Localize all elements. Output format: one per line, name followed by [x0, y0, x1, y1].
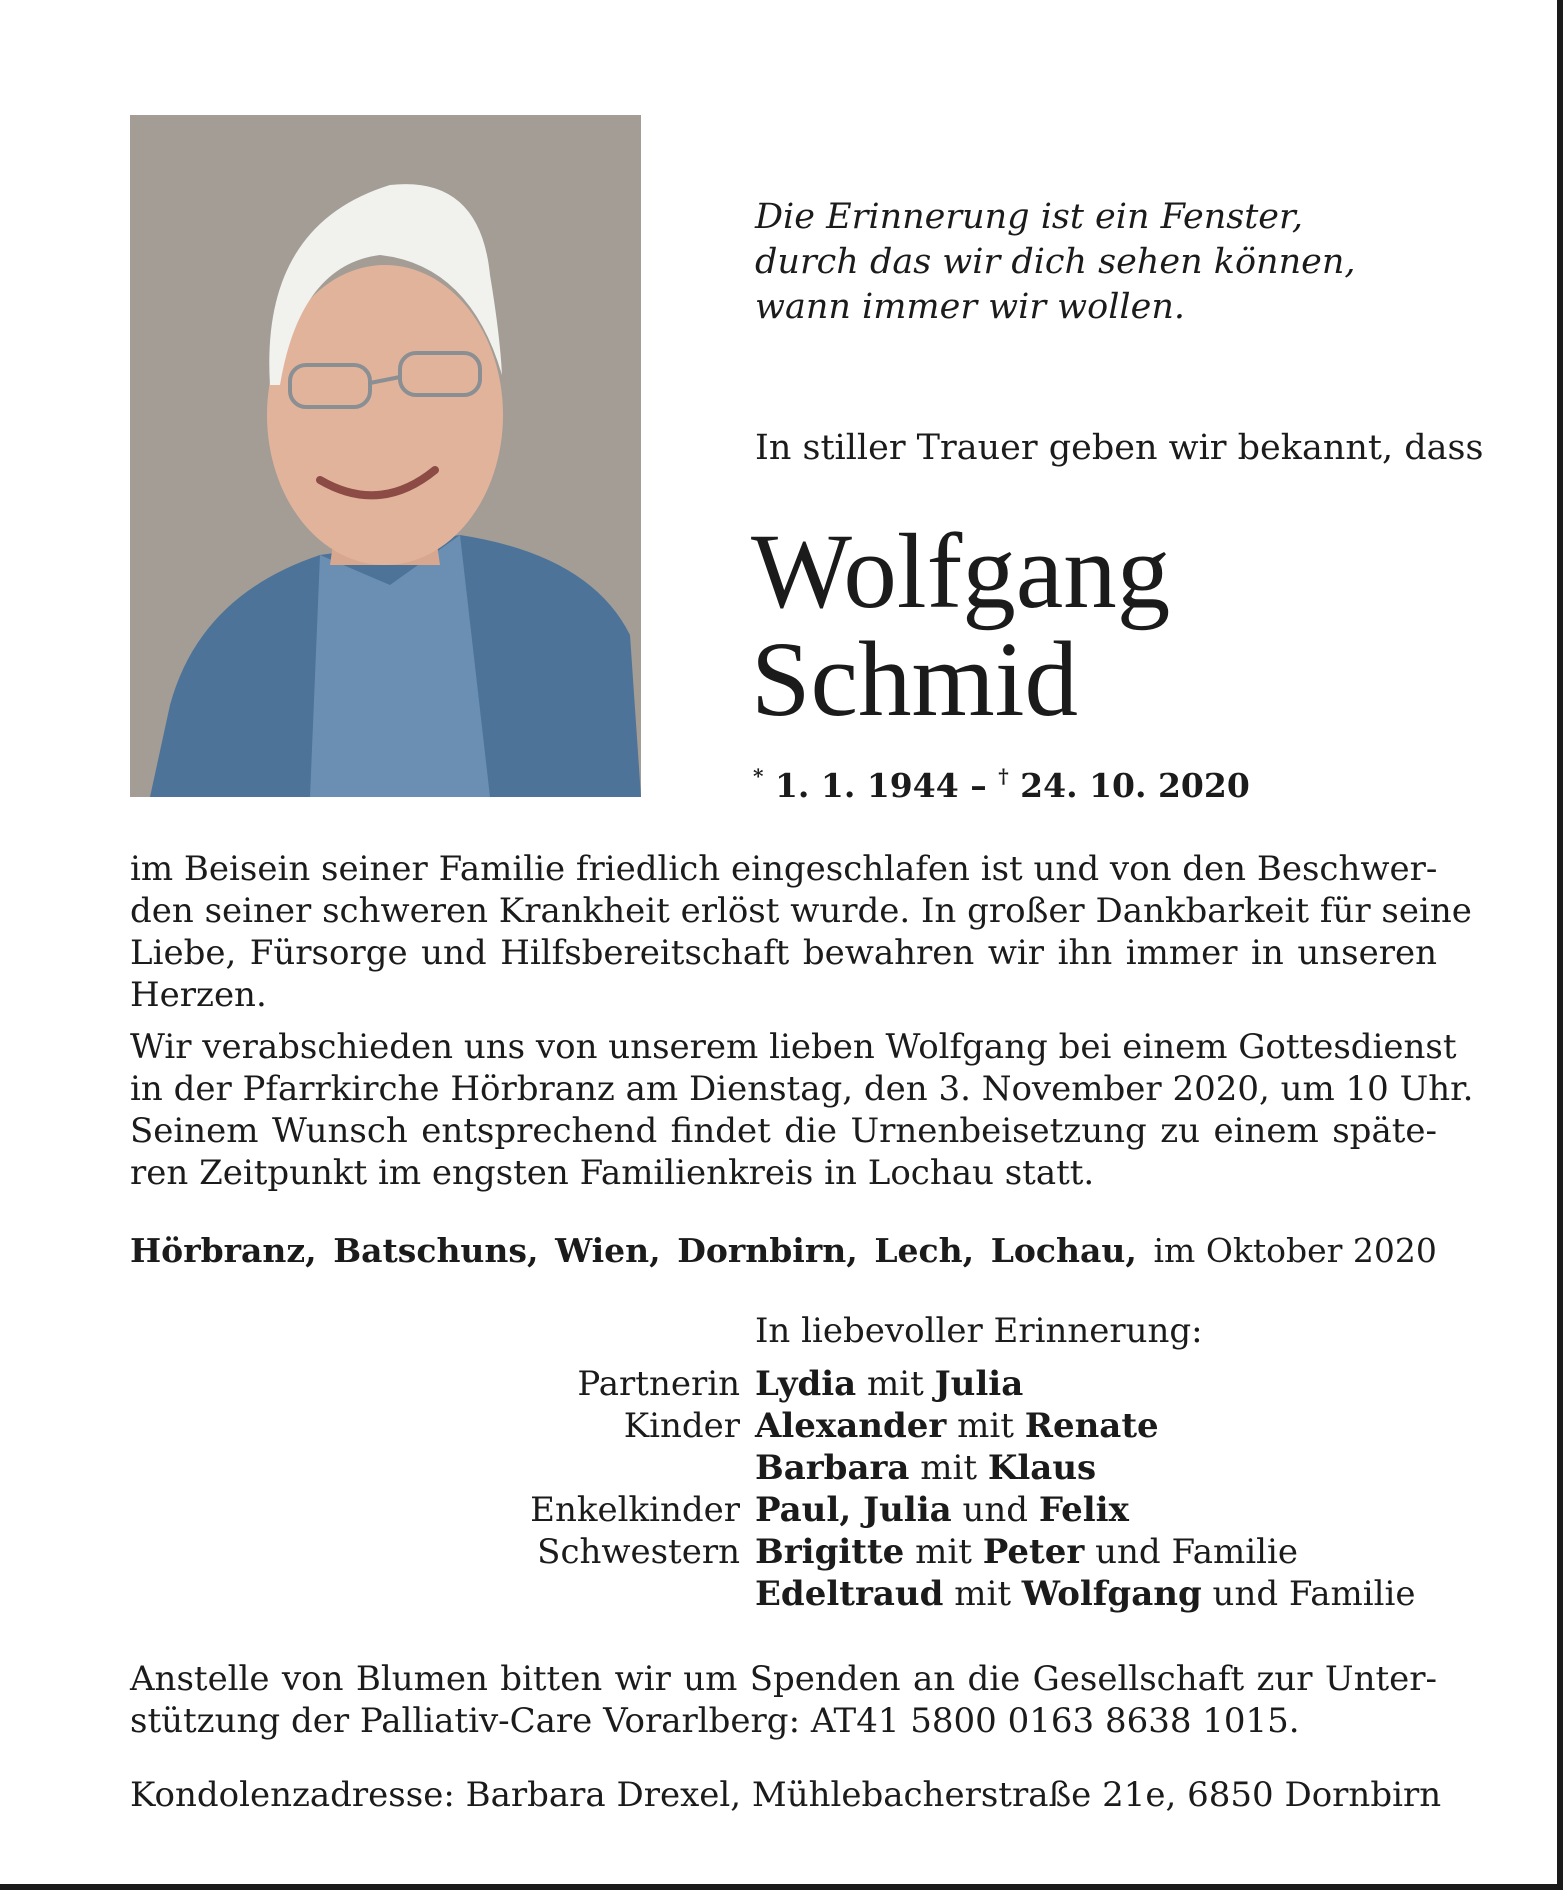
family-row	[130, 1405, 1415, 1447]
family-member-name: Peter	[982, 1532, 1085, 1572]
date-suffix: im Oktober 2020	[1153, 1231, 1437, 1270]
connector-text: und	[951, 1490, 1039, 1530]
family-member-name: Brigitte	[755, 1532, 905, 1572]
family-names	[755, 1489, 1129, 1531]
family-relation	[130, 1447, 755, 1489]
family-row	[130, 1531, 1415, 1573]
condolence-address: Kondolenzadresse: Barbara Drexel, Mühlebacherstraße 21e, 6850 Dornbirn	[130, 1775, 1442, 1815]
paragraph-line: Seinem Wunsch entsprechend findet die Urnenbeisetzung zu einem späte-	[130, 1111, 1437, 1151]
connector-text: mit	[909, 1448, 988, 1488]
donation-paragraph	[130, 1658, 1437, 1742]
death-date: 24. 10. 2020	[1020, 766, 1250, 805]
paragraph-line: im Beisein seiner Familie friedlich eingeschlafen ist und von den Beschwer-	[130, 849, 1438, 889]
places-line	[130, 1231, 1437, 1270]
quote	[755, 195, 1356, 330]
place: Dornbirn,	[677, 1231, 858, 1270]
deceased-name	[751, 513, 1171, 739]
family-list	[130, 1363, 1415, 1615]
place: Wien,	[555, 1231, 661, 1270]
family-member-name: Alexander	[755, 1406, 947, 1446]
family-names	[755, 1531, 1298, 1573]
paragraph-line: Wir verabschieden uns von unserem lieben Wolfgang bei einem Gottesdienst	[130, 1027, 1457, 1067]
birth-symbol: *	[753, 764, 764, 788]
place: Lochau,	[990, 1231, 1137, 1270]
family-member-name: Klaus	[987, 1448, 1097, 1488]
family-row	[130, 1363, 1415, 1405]
connector-text: und Familie	[1084, 1532, 1298, 1572]
family-member-name: Felix	[1038, 1490, 1129, 1530]
family-names	[755, 1447, 1096, 1489]
paragraph-line: in der Pfarrkirche Hörbranz am Dienstag, den 3. November 2020, um 10 Uhr.	[130, 1069, 1474, 1109]
portrait-photo	[130, 115, 641, 797]
birth-date: 1. 1. 1944	[774, 766, 959, 805]
family-relation: Kinder	[623, 1406, 740, 1446]
portrait-illustration	[130, 115, 641, 797]
paragraph-line: stützung der Palliativ-Care Vorarlberg: AT41 5800 0163 8638 1015.	[130, 1701, 1300, 1741]
quote-line: durch das wir dich sehen können,	[755, 242, 1356, 282]
connector-text: mit	[856, 1364, 935, 1404]
family-member-name: Renate	[1024, 1406, 1159, 1446]
place: Batschuns,	[333, 1231, 539, 1270]
paragraph-line: Liebe, Fürsorge und Hilfsbereitschaft bewahren wir ihn immer in unseren	[130, 933, 1437, 973]
remembrance-heading: In liebevoller Erinnerung:	[755, 1311, 1203, 1351]
connector-text: mit	[904, 1532, 983, 1572]
family-relation	[130, 1573, 755, 1615]
announcement-paragraph	[130, 848, 1472, 1016]
paragraph-line: den seiner schweren Krankheit erlöst wurde. In großer Dankbarkeit für seine	[130, 891, 1472, 931]
connector-text: mit	[943, 1574, 1022, 1614]
last-name: Schmid	[751, 621, 1078, 739]
life-dates	[753, 764, 1250, 805]
family-relation: Partnerin	[577, 1364, 740, 1404]
funeral-paragraph	[130, 1026, 1474, 1194]
paragraph-line: Anstelle von Blumen bitten wir um Spenden an die Gesellschaft zur Unter-	[130, 1659, 1437, 1699]
announcement-intro: In stiller Trauer geben wir bekannt, dass	[755, 428, 1484, 468]
quote-line: wann immer wir wollen.	[755, 287, 1185, 327]
quote-line: Die Erinnerung ist ein Fenster,	[755, 197, 1304, 237]
paragraph-line: Herzen.	[130, 975, 267, 1015]
family-member-name: Paul, Julia	[755, 1490, 952, 1530]
family-names	[755, 1363, 1023, 1405]
family-relation: Enkelkinder	[530, 1490, 740, 1530]
paragraph-line: ren Zeitpunkt im engsten Familienkreis in Lochau statt.	[130, 1153, 1095, 1193]
family-names	[755, 1405, 1159, 1447]
family-member-name: Lydia	[755, 1364, 857, 1404]
connector-text: mit	[946, 1406, 1025, 1446]
family-names	[755, 1573, 1415, 1615]
family-member-name: Wolfgang	[1021, 1574, 1202, 1614]
family-row	[130, 1447, 1415, 1489]
family-member-name: Julia	[934, 1364, 1024, 1404]
place: Lech,	[874, 1231, 975, 1270]
family-member-name: Barbara	[755, 1448, 910, 1488]
family-member-name: Edeltraud	[755, 1574, 944, 1614]
date-separator: –	[970, 766, 987, 805]
family-relation: Schwestern	[537, 1532, 740, 1572]
first-name: Wolfgang	[751, 513, 1171, 631]
place: Hörbranz,	[130, 1231, 317, 1270]
death-symbol: †	[998, 764, 1009, 788]
connector-text: und Familie	[1201, 1574, 1416, 1614]
family-row	[130, 1573, 1415, 1615]
family-row	[130, 1489, 1415, 1531]
